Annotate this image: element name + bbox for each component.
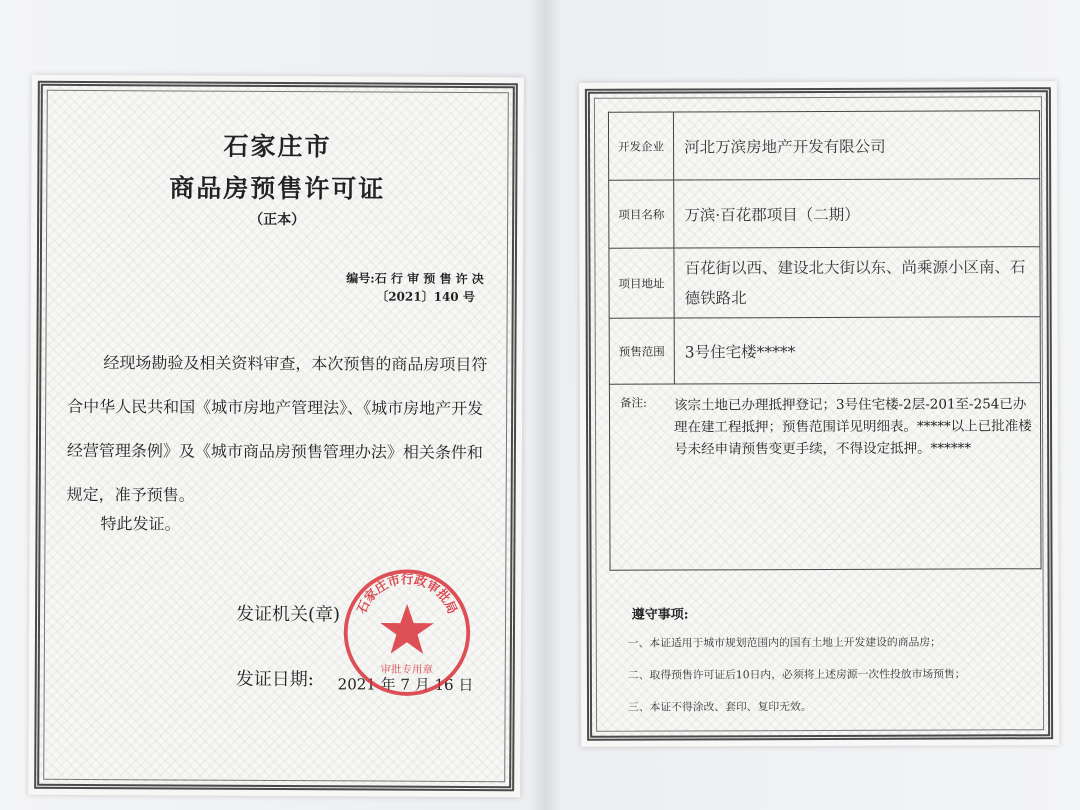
notes-text: 该宗土地已办理抵押登记；3号住宅楼-2层-201至-254已办理在建工程抵押；预售范围详见明细表。*****以上已批准楼号未经申请预售变更手续，不得设定抵押。****** xyxy=(673,396,1032,458)
issuing-authority-label: 发证机关(章) xyxy=(236,603,341,626)
project-name-label: 项目名称 xyxy=(609,180,674,248)
rule-item-3: 三、本证不得涂改、套印、复印无效。 xyxy=(627,700,812,714)
seal-sub-text: 审批专用章 xyxy=(380,663,434,677)
project-name-value: 万滨·百花郡项目（二期） xyxy=(674,179,1040,248)
issue-date-value: 2021 年 7 月 16 日 xyxy=(337,675,474,695)
issuance-statement: 特此发证。 xyxy=(100,514,181,534)
developer-value: 河北万滨房地产开发有限公司 xyxy=(673,111,1039,180)
rules-title: 遵守事项: xyxy=(631,607,689,623)
certificate-number-line2: 〔2021〕140 号 xyxy=(376,289,475,305)
seal-ring-text: 石家庄市行政审批局 xyxy=(353,571,461,617)
project-address-label: 项目地址 xyxy=(609,248,674,318)
developer-label: 开发企业 xyxy=(608,112,673,180)
table-row xyxy=(608,111,1039,181)
table-row xyxy=(609,383,1041,571)
notes-label: 备注: xyxy=(619,395,647,410)
certificate-details-page xyxy=(579,81,1059,747)
official-seal-icon xyxy=(337,565,475,700)
certificate-title: 商品房预售许可证 xyxy=(169,173,386,204)
approval-body-text: 经现场勘验及相关资料审查，本次预售的商品房项目符合中华人民共和国《城市房地产管理法》、《城市房地产开发经营管理条例》及《城市商品房预售管理办法》相关条件和规定，准予预售。 xyxy=(66,353,488,505)
table-row xyxy=(609,179,1040,249)
project-info-table xyxy=(608,110,1042,571)
city-title: 石家庄市 xyxy=(223,131,332,162)
certificate-number-line1: 编号:石 行 审 预 售 许 决 xyxy=(346,271,484,287)
certificate-number xyxy=(346,269,484,306)
presale-scope-label: 预售范围 xyxy=(609,318,674,384)
rule-item-1: 一、本证适用于城市规划范围内的国有土地上开发建设的商品房； xyxy=(627,635,941,650)
notes-cell xyxy=(609,383,1041,571)
copy-type-label: （正本） xyxy=(249,211,306,229)
decorative-border xyxy=(34,81,518,792)
rule-item-2: 二、取得预售许可证后10日内，必须将上述房源一次性投放市场预售； xyxy=(627,667,966,682)
certificate-front-page xyxy=(28,75,524,798)
table-row xyxy=(609,317,1040,385)
project-address-value: 百花街以西、建设北大街以东、尚乘源小区南、石德铁路北 xyxy=(674,247,1040,318)
issue-date-label: 发证日期: xyxy=(235,668,314,691)
table-row xyxy=(609,247,1040,319)
presale-scope-value: 3号住宅楼***** xyxy=(674,317,1040,384)
decorative-border xyxy=(585,87,1053,741)
